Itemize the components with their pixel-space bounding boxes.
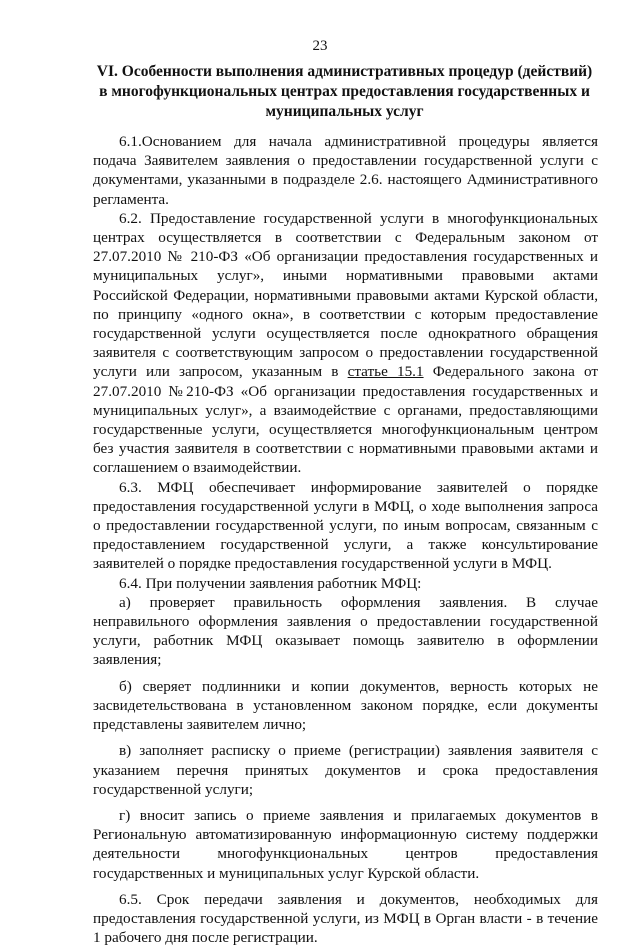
paragraph-6-5: 6.5. Срок передачи заявления и документов, необходимых для предоставления государственной услуги, из МФЦ в Орган власти - в течение 1 рабочего дня после регистрации.: [93, 890, 598, 947]
section-title: VI. Особенности выполнения административных процедур (действий) в многофункциональных центрах предоставления государственных и муниципальных услуг: [96, 63, 593, 120]
paragraph-6-2-text-end: Федерального закона от 27.07.2010 №210-ФЗ «Об организации предоставления государственных и муниципальных услуг», а взаимодействие с органами, предоставляющими государственные услуги, осуществляется многофункциональным центром без участия заявителя в соответствии с нормативными правовыми актами и соглашением о взаимодействии.: [93, 363, 598, 477]
paragraph-6-2: [93, 209, 598, 478]
paragraph-6-4-g: г) вносит запись о приеме заявления и прилагаемых документов в Региональную автоматизированную информационную систему поддержки деятельности многофункциональных центров предоставления государственных и муниципальных услуг Курской области.: [93, 806, 598, 882]
paragraph-6-4: 6.4. При получении заявления работник МФЦ:: [119, 574, 422, 592]
paragraph-6-1: 6.1.Основанием для начала административной процедуры является подача Заявителем заявления о предоставлении государственной услуги с документами, указанными в подразделе 2.6. настоящего Административного регламента.: [93, 133, 598, 208]
paragraph-6-2-text-start: 6.2. Предоставление государственной услуги в многофункциональных центрах осуществляется в соответствии с Федеральным законом от 27.07.2010 № 210-ФЗ «Об организации предоставления государственных и муниципальных услуг», иными нормативными правовыми актами Российской Федерации, нормативными правовыми актами Курской области, по принципу «одного окна», в соответствии с которым предоставление государственной услуги осуществляется после однократного обращения заявителя с соответствующим запросом о предоставлении государственной услуги или запросом, указанным в: [93, 209, 598, 381]
paragraph-6-4-a: а) проверяет правильность оформления заявления. В случае неправильного оформления заявления о предоставлении государственной услуги, работник МФЦ оказывает помощь заявителю в оформлении заявления;: [93, 593, 598, 669]
paragraph-6-4-v: в) заполняет расписку о приеме (регистрации) заявления заявителя с указанием перечня принятых документов и срока предоставления государственной услуги;: [93, 742, 598, 798]
document-body: [93, 132, 598, 947]
page-number: 23: [312, 38, 328, 54]
paragraph-6-4-b: б) сверяет подлинники и копии документов, верность которых не засвидетельствована в установленном законом порядке, если документы представлены заявителем лично;: [93, 677, 598, 734]
paragraph-6-3: 6.3. МФЦ обеспечивает информирование заявителей о порядке предоставления государственной услуги в МФЦ, о ходе выполнения запроса о предоставлении государственной услуги, по иным вопросам, связанным с предоставлением государственной услуги, а также консультирование заявителей о порядке предоставления государственной услуги в МФЦ.: [93, 478, 598, 573]
article-15-1-link[interactable]: статье 15.1: [347, 363, 424, 381]
